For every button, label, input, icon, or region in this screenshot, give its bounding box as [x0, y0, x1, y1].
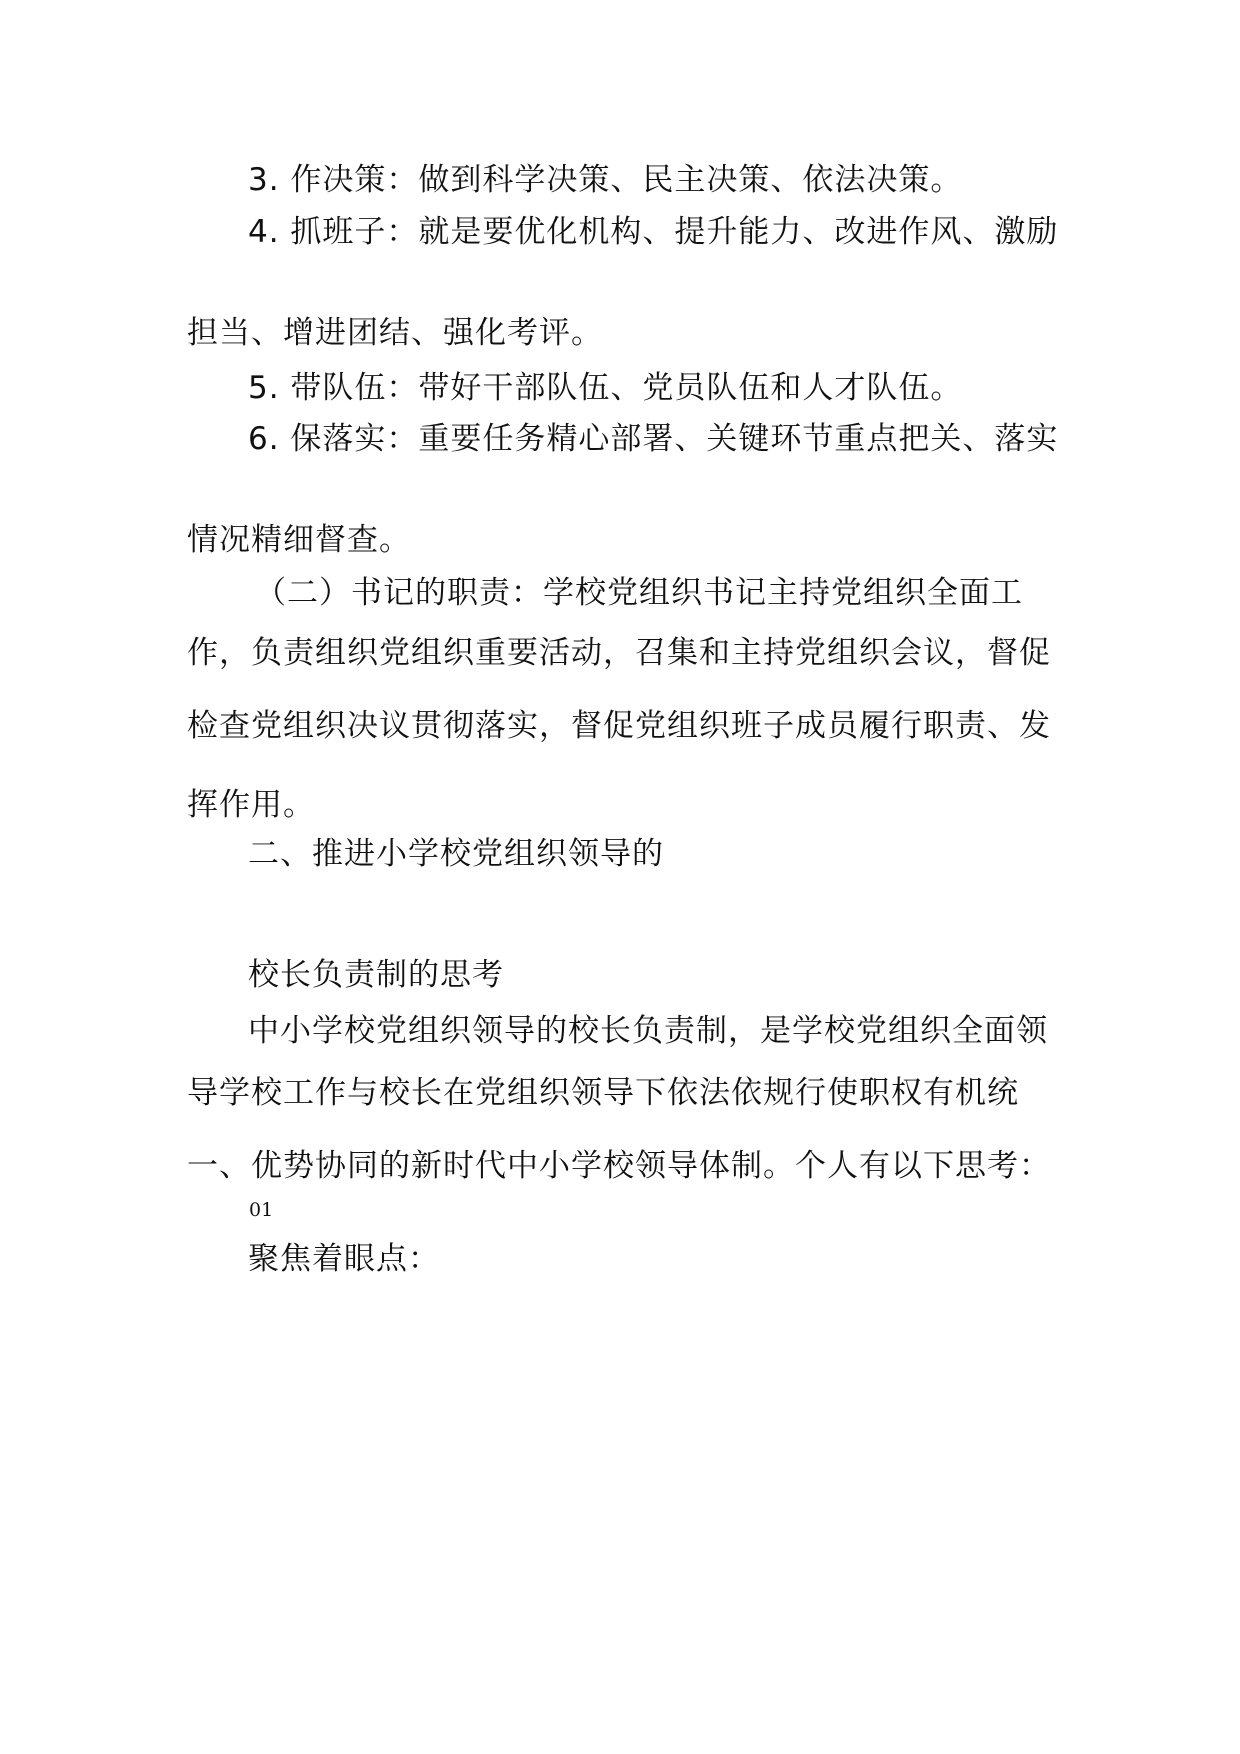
- paragraph-line-4: 5. 带队伍：带好干部队伍、党员队伍和人才队伍。: [248, 370, 963, 406]
- paragraph-line-7: （二）书记的职责：学校党组织书记主持党组织全面工: [255, 575, 1023, 611]
- item-number: 01: [249, 1199, 274, 1221]
- paragraph-line-2: 4. 抓班子：就是要优化机构、提升能力、改进作风、激励: [248, 214, 1059, 250]
- section-heading-line-1: 二、推进小学校党组织领导的: [248, 836, 664, 872]
- paragraph-line-9: 检查党组织决议贯彻落实，督促党组织班子成员履行职责、发: [187, 708, 1051, 744]
- paragraph-line-1: 3. 作决策：做到科学决策、民主决策、依法决策。: [248, 162, 963, 198]
- paragraph-line-14: 聚焦着眼点：: [248, 1241, 440, 1277]
- paragraph-line-10: 挥作用。: [187, 787, 315, 823]
- paragraph-line-13: 一、优势协同的新时代中小学校领导体制。个人有以下思考：: [187, 1148, 1051, 1184]
- paragraph-line-5: 6. 保落实：重要任务精心部署、关键环节重点把关、落实: [248, 421, 1059, 457]
- paragraph-line-11: 中小学校党组织领导的校长负责制，是学校党组织全面领: [248, 1013, 1048, 1049]
- paragraph-line-6: 情况精细督查。: [187, 522, 411, 558]
- paragraph-line-3: 担当、增进团结、强化考评。: [187, 315, 603, 351]
- section-heading-line-2: 校长负责制的思考: [248, 957, 504, 993]
- paragraph-line-8: 作，负责组织党组织重要活动，召集和主持党组织会议，督促: [187, 635, 1051, 671]
- paragraph-line-12: 导学校工作与校长在党组织领导下依法依规行使职权有机统: [187, 1075, 1019, 1111]
